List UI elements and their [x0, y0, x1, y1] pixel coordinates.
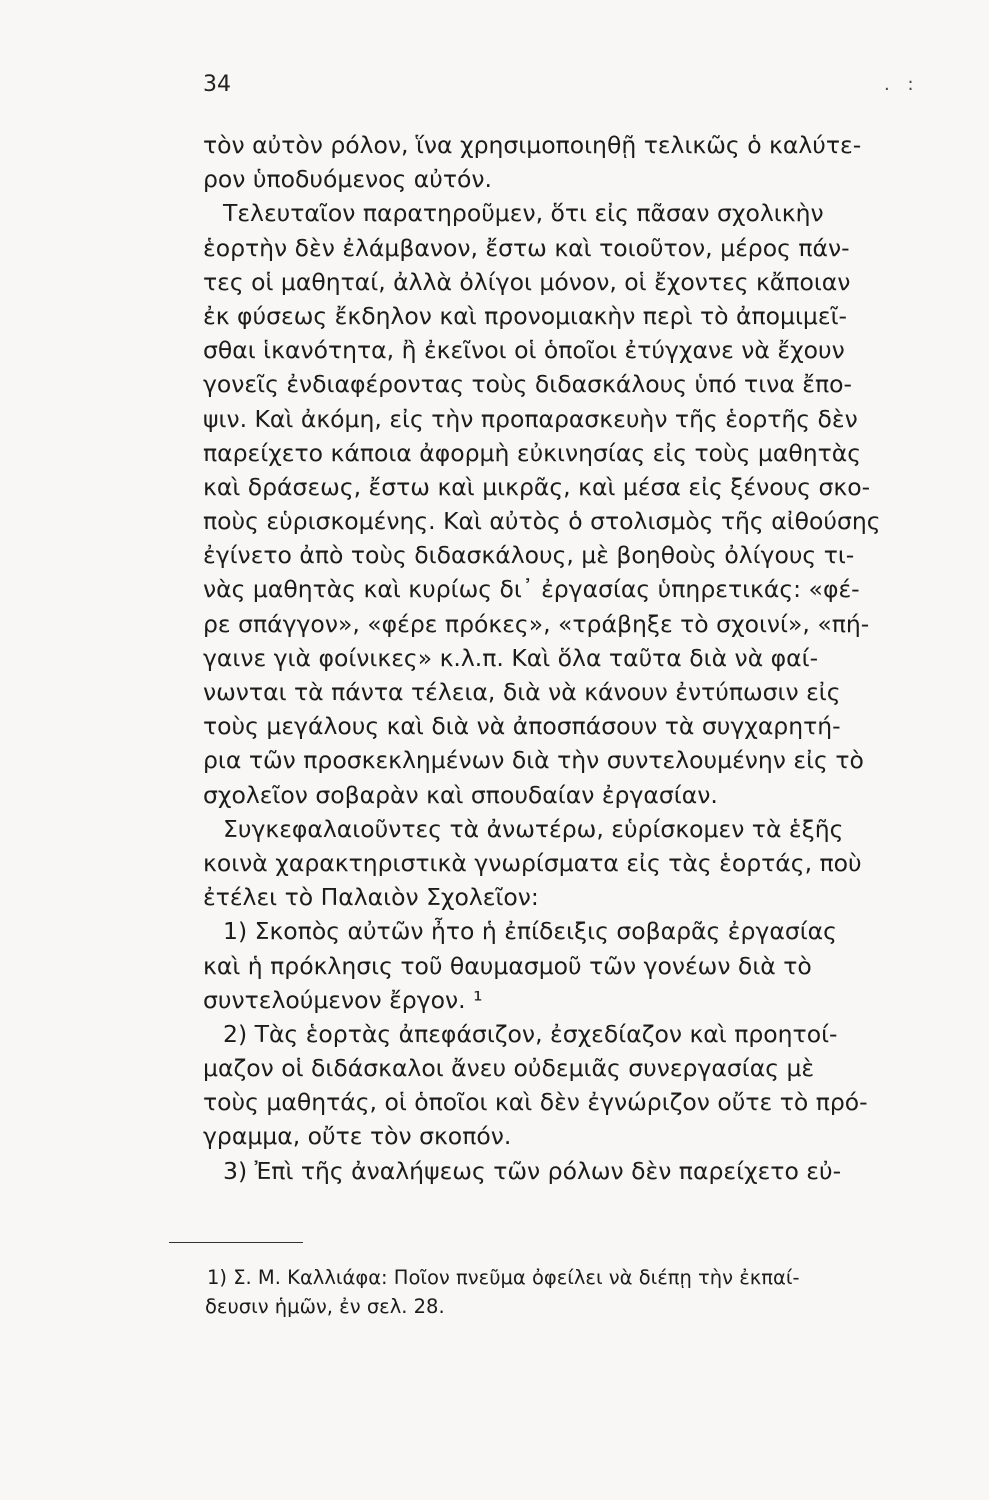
- text-line: 3) Ἐπὶ τῆς ἀναλήψεως τῶν ρόλων δὲν παρείχετο εὐ-: [223, 1156, 842, 1185]
- text-line: σθαι ἱκανότητα, ἢ ἐκεῖνοι οἱ ὁποῖοι ἐτύγχανε νὰ ἔχουν: [203, 336, 845, 365]
- text-line: ποὺς εὑρισκομένης. Καὶ αὐτὸς ὁ στολισμὸς τῆς αἰθούσης: [203, 507, 881, 536]
- text-line: ἐγίνετο ἀπὸ τοὺς διδασκάλους, μὲ βοηθοὺς ὀλίγους τι-: [203, 541, 855, 570]
- text-line: κοινὰ χαρακτηριστικὰ γνωρίσματα εἰς τὰς ἑορτάς, ποὺ: [203, 848, 862, 877]
- text-line: ρον ὑποδυόμενος αὐτόν.: [203, 165, 492, 194]
- text-line: τὸν αὐτὸν ρόλον, ἵνα χρησιμοποιηθῇ τελικῶς ὁ καλύτε-: [203, 131, 862, 159]
- text-line: ψιν. Καὶ ἀκόμη, εἰς τὴν προπαρασκευὴν τῆς ἑορτῆς δὲν: [203, 404, 858, 433]
- text-line: παρείχετο κάποια ἀφορμὴ εὐκινησίας εἰς τοὺς μαθητὰς: [203, 438, 862, 467]
- footnote-line: 1) Σ. Μ. Καλλιάφα: Ποῖον πνεῦμα ὀφείλει νὰ διέπῃ τὴν ἐκπαί-: [207, 1266, 800, 1289]
- text-line: γραμμα, οὔτε τὸν σκοπόν.: [203, 1122, 512, 1151]
- text-line: Τελευταῖον παρατηροῦμεν, ὅτι εἰς πᾶσαν σχολικὴν: [223, 199, 824, 228]
- text-line: καὶ δράσεως, ἔστω καὶ μικρᾶς, καὶ μέσα εἰς ξένους σκο-: [203, 472, 871, 501]
- text-line: καὶ ἡ πρόκλησις τοῦ θαυμασμοῦ τῶν γονέων διὰ τὸ: [203, 951, 812, 980]
- text-line: ρια τῶν προσκεκλημένων διὰ τὴν συντελουμένην εἰς τὸ: [203, 746, 864, 775]
- corner-marks: . :: [884, 74, 920, 95]
- text-line: γονεῖς ἐνδιαφέροντας τοὺς διδασκάλους ὑπό τινα ἔπο-: [203, 370, 852, 399]
- footnote: [205, 1263, 895, 1321]
- text-line: ἐκ φύσεως ἔκδηλον καὶ προνομιακὴν περὶ τὸ ἀπομιμεῖ-: [203, 301, 848, 330]
- body-text: [203, 128, 893, 1188]
- text-line: τοὺς μεγάλους καὶ διὰ νὰ ἀποσπάσουν τὰ συγχαρητή-: [203, 712, 841, 741]
- text-line: τοὺς μαθητάς, οἱ ὁποῖοι καὶ δὲν ἐγνώριζον οὔτε τὸ πρό-: [203, 1088, 868, 1117]
- text-line: γαινε γιὰ φοίνικες» κ.λ.π. Καὶ ὅλα ταῦτα διὰ νὰ φαί-: [203, 643, 819, 672]
- text-line: νωνται τὰ πάντα τέλεια, διὰ νὰ κάνουν ἐντύπωσιν εἰς: [203, 678, 841, 706]
- text-line: συντελούμενον ἔργον. ¹: [203, 985, 483, 1014]
- text-line: σχολεῖον σοβαρὰν καὶ σπουδαίαν ἐργασίαν.: [203, 780, 718, 809]
- footnote-separator: [169, 1242, 303, 1243]
- text-line: Συγκεφαλαιοῦντες τὰ ἀνωτέρω, εὑρίσκομεν τὰ ἑξῆς: [223, 814, 844, 843]
- text-line: ἑορτὴν δὲν ἐλάμβανον, ἔστω καὶ τοιοῦτον, μέρος πάν-: [203, 233, 850, 262]
- text-line: ἐτέλει τὸ Παλαιὸν Σχολεῖον:: [203, 883, 539, 912]
- text-line: ρε σπάγγον», «φέρε πρόκες», «τράβηξε τὸ σχοινί», «πή-: [203, 609, 870, 638]
- text-line: νὰς μαθητὰς καὶ κυρίως δι᾽ ἐργασίας ὑπηρετικάς: «φέ-: [203, 575, 860, 604]
- text-line: 1) Σκοπὸς αὐτῶν ἦτο ἡ ἐπίδειξις σοβαρᾶς ἐργασίας: [223, 917, 837, 946]
- page-number: 34: [203, 72, 231, 97]
- text-line: 2) Τὰς ἑορτὰς ἀπεφάσιζον, ἐσχεδίαζον καὶ προητοί-: [223, 1019, 838, 1048]
- text-line: μαζον οἱ διδάσκαλοι ἄνευ οὐδεμιᾶς συνεργασίας μὲ: [203, 1054, 815, 1083]
- text-line: τες οἱ μαθηταί, ἀλλὰ ὀλίγοι μόνον, οἱ ἔχοντες κἄποιαν: [203, 267, 851, 296]
- footnote-line: δευσιν ἡμῶν, ἐν σελ. 28.: [205, 1295, 445, 1318]
